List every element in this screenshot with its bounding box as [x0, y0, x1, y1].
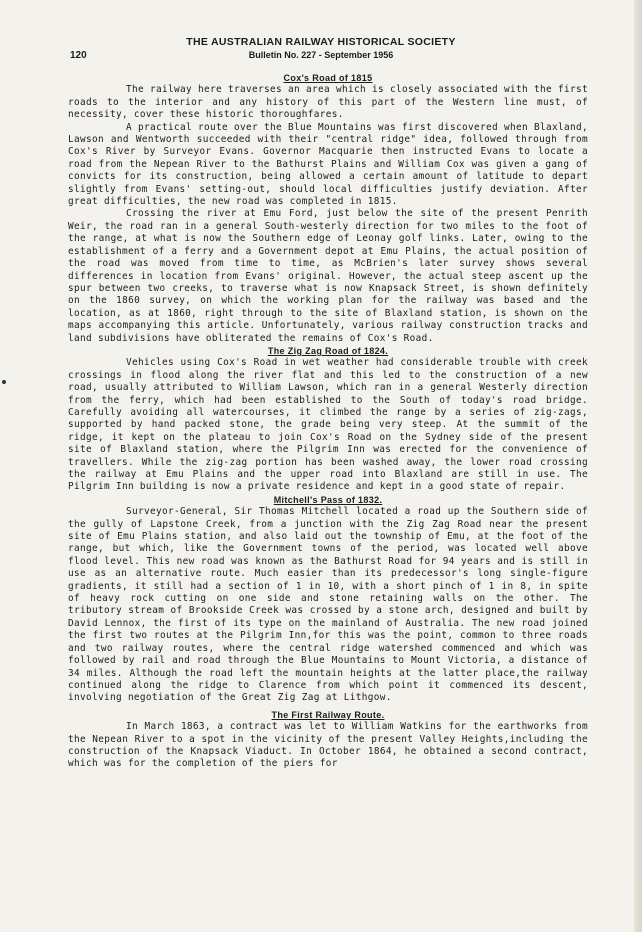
- society-title: THE AUSTRALIAN RAILWAY HISTORICAL SOCIETY: [186, 36, 456, 48]
- scan-edge-shadow: [634, 0, 642, 932]
- article-body: [68, 72, 588, 771]
- section-heading-mitchells-pass: Mitchell's Pass of 1832.: [273, 494, 383, 505]
- section-heading-first-railway-route: The First Railway Route.: [271, 709, 385, 720]
- paragraph: Crossing the river at Emu Ford, just below the site of the present Penrith Weir, the road ran in a general South-westerly direction for two miles to the foot of the range, at what is now the Southern edge of Leonay golf links. Later, owing to the establishment of a ferry and a Government depot at Emu Plains, the actual position of the road was moved from time to time, as McBrien's later survey shows several differences in location from Evans' original. However, the actual steep ascent up the spur between two creeks, to traverse what is now Knapsack Street, is shown definitely on the 1860 survey, on which the working plan for the railway was based and the location, as at 1860, right through to the site of Blaxland station, is shown on the maps accompanying this article. Unfortunately, various railway construction tracks and land subdivisions have obliterated the remains of Cox's Road.: [68, 208, 588, 344]
- page-number: 120: [70, 50, 87, 61]
- paragraph: The railway here traverses an area which is closely associated with the first roads to the interior and any history of this part of the Western line must, of necessity, cover these historic thoroughfares.: [68, 84, 588, 121]
- paragraph: A practical route over the Blue Mountains was first discovered when Blaxland, Lawson and Wentworth succeeded with their "central ridge" idea, followed through from Cox's River by Surveyor Evans. Governor Macquarie then instructed Evans to locate a road from the Nepean River to the Bathurst Plains and William Cox was given a gang of convicts for its construction, being allowed a certain amount of latitude to depart slightly from Evans' setting-out, should local difficulties justify deviation. After great difficulties, the new road was completed in 1815.: [68, 121, 588, 208]
- scan-speck: [2, 380, 6, 384]
- paragraph: Surveyor-General, Sir Thomas Mitchell located a road up the Southern side of the gully of Lapstone Creek, from a junction with the Zig Zag Road near the present site of Emu Plains station, and also laid out the township of Emu, at the foot of the range, but which, like the Government towns of the period, was located well above flood level. This new road was known as the Bathurst Road for 94 years and is still in use as an alternative route. Much easier than its predecessor's long single-figure gradients, it still had a section of 1 in 10, with a short pinch of 1 in 8, in spite of heavy rock cutting on one side and stone retaining walls on the other. The tributory stream of Brookside Creek was crossed by a stone arch, designed and built by David Lennox, the first of its type on the mainland of Australia. The new road joined the first two routes at the Pilgrim Inn,for this was the point, common to three roads and two railway routes, where the central ridge watershed commenced and which was followed by rail and road through the Blue Mountains to Mount Victoria, a distance of 34 miles. Although the road left the mountain heights at the latter place,the railway continued along the ridge to Clarence from which point it commenced its descent, involving negotiation of the Great Zig Zag at Lithgow.: [68, 506, 588, 704]
- paragraph: Vehicles using Cox's Road in wet weather had considerable trouble with creek crossings in flood along the river flat and this led to the construction of a new road, usually attributed to William Lawson, which ran in a general Westerly direction from the ferry, which had been established to the South of today's road bridge. Carefully avoiding all watercourses, it climbed the range by a series of zig-zags, supported by hand packed stone, the grade being very steep. At the summit of the ridge, it kept on the plateau to join Cox's Road on the Sydney side of the present site of Blaxland station, where the Pilgrim Inn was erected for the convenience of travellers. While the zig-zag portion has been washed away, the lower road crossing the railway at Emu Plains and the upper road into Blaxland are still in use. The Pilgrim Inn building is now a private residence and kept in a good state of repair.: [68, 357, 588, 493]
- section-heading-zig-zag-road: The Zig Zag Road of 1824.: [267, 345, 389, 356]
- bulletin-line: Bulletin No. 227 - September 1956: [248, 50, 394, 60]
- paragraph: In March 1863, a contract was let to William Watkins for the earthworks from the Nepean River to a spot in the vicinity of the present Valley Heights,including the construction of the Knapsack Viaduct. In October 1864, he obtained a second contract, which was for the completion of the piers for: [68, 721, 588, 770]
- section-heading-coxs-road: Cox's Road of 1815: [283, 73, 373, 83]
